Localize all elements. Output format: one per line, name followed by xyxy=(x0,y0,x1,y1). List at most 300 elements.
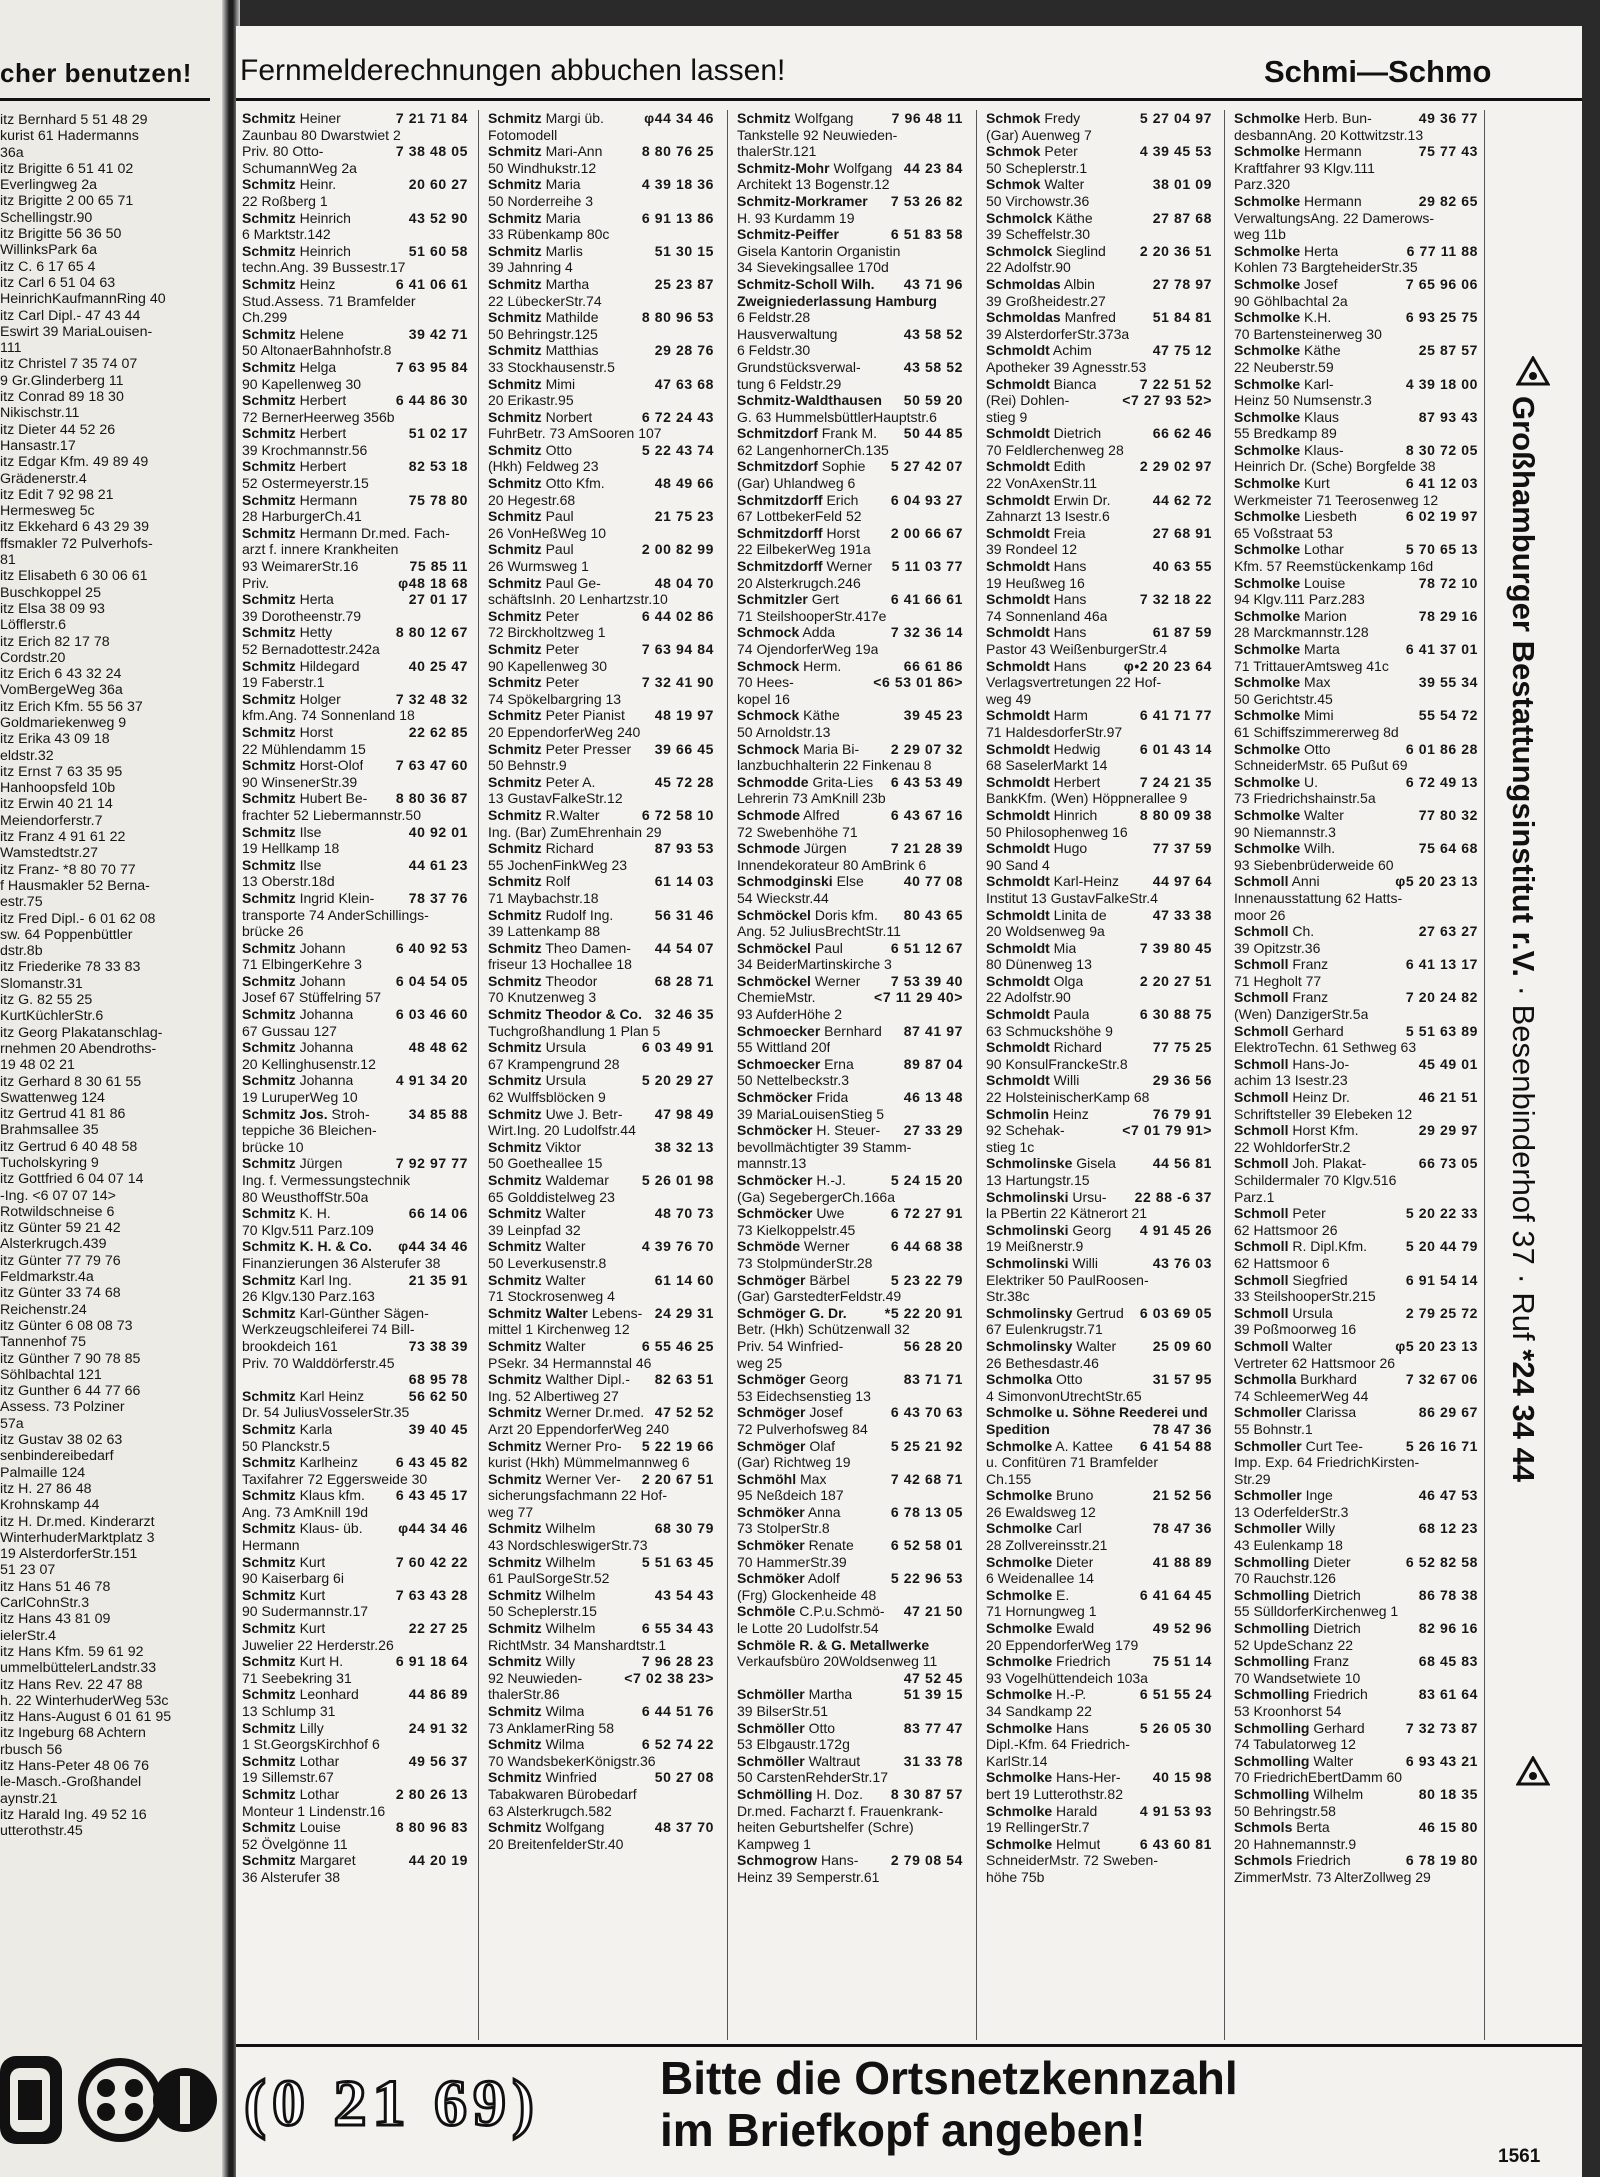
listing-line xyxy=(488,409,714,426)
listing-line xyxy=(488,226,714,243)
listing-text: 94 Klgv.111 Parz.283 xyxy=(1234,591,1365,608)
listing-text: Ing. (Bar) ZumEhrenhain 29 xyxy=(488,823,662,840)
listing-line xyxy=(1234,1238,1478,1255)
listing-text: Spedition xyxy=(986,1420,1050,1437)
listing-line xyxy=(737,1272,963,1289)
phone-number: 47 33 38 xyxy=(1152,906,1212,923)
listing-text: Schmitz Ingrid Klein- xyxy=(242,889,375,906)
listing-text: 70 Knutzenweg 3 xyxy=(488,989,597,1006)
listing-text: Schmitz Martha xyxy=(488,275,590,292)
listing-line xyxy=(986,1338,1212,1355)
previous-page-line: itz Hans-August 6 01 61 95 xyxy=(0,1709,172,1726)
listing-text: Schmitz Winfried xyxy=(488,1769,597,1786)
phone-number: 45 49 01 xyxy=(1418,1055,1478,1072)
listing-text: Innendekorateur 80 AmBrink 6 xyxy=(737,856,927,873)
listing-text: PSekr. 34 Hermannstal 46 xyxy=(488,1354,652,1371)
listing-text: Schmölling H. Doz. xyxy=(737,1785,864,1802)
previous-page-line: itz Georg Plakatanschlag- xyxy=(0,1024,163,1041)
listing-line xyxy=(1234,873,1478,890)
listing-line xyxy=(1234,624,1478,641)
phone-number: 68 30 79 xyxy=(654,1520,714,1537)
phone-number: 6 43 45 17 xyxy=(395,1487,468,1504)
listing-text: 90 Kapellenweg 30 xyxy=(488,657,608,674)
listing-text: Fotomodell xyxy=(488,126,558,143)
advertisement-text xyxy=(1488,396,1558,1836)
phone-number: 87 93 53 xyxy=(654,840,714,857)
listing-line xyxy=(986,1072,1212,1089)
listing-line xyxy=(737,458,963,475)
phone-number: 6 44 02 86 xyxy=(641,607,714,624)
listing-text: ElektroTechn. 61 Sethweg 63 xyxy=(1234,1039,1417,1056)
listing-line xyxy=(986,193,1212,210)
listing-text: Schmoll Franz xyxy=(1234,956,1329,973)
listing-line xyxy=(488,376,714,393)
phone-number: 44 20 19 xyxy=(408,1852,468,1869)
listing-line xyxy=(488,608,714,625)
listing-line xyxy=(242,425,468,442)
listing-text: Schmoldt Hedwig xyxy=(986,740,1101,757)
phone-number: 21 35 91 xyxy=(408,1271,468,1288)
listing-text: Ch.155 xyxy=(986,1470,1032,1487)
listing-text: Schmoldt Edith xyxy=(986,458,1086,475)
listing-text: le Lotte 20 Ludolfstr.54 xyxy=(737,1620,879,1637)
phone-number: 89 87 04 xyxy=(903,1055,963,1072)
listing-text: tung 6 Feldstr.29 xyxy=(737,375,842,392)
listing-line xyxy=(737,1454,963,1471)
listing-line xyxy=(986,1205,1212,1222)
previous-page-line: itz Brigitte 2 00 65 71 xyxy=(0,193,134,210)
phone-number: 4 39 76 70 xyxy=(641,1238,714,1255)
listing-text: bert 19 Lutterothstr.82 xyxy=(986,1785,1123,1802)
phone-number: 44 62 72 xyxy=(1152,491,1212,508)
listing-text: Schmitz Hetty xyxy=(242,624,333,641)
phone-number: 43 54 43 xyxy=(654,1586,714,1603)
previous-page-line: itz Günter 6 08 08 73 xyxy=(0,1317,133,1334)
phone-number: 25 09 60 xyxy=(1152,1337,1212,1354)
listing-text: brücke 10 xyxy=(242,1138,304,1155)
listing-line xyxy=(737,1803,963,1820)
listing-text: Schmitz Margaret xyxy=(242,1852,356,1869)
phone-number: 8 80 36 87 xyxy=(395,790,468,807)
listing-text: SchumannWeg 2a xyxy=(242,159,357,176)
listing-line xyxy=(737,1388,963,1405)
phone-number: 43 52 90 xyxy=(408,209,468,226)
previous-page-line: itz Hans Rev. 22 47 88 xyxy=(0,1676,143,1693)
listing-line xyxy=(242,907,468,924)
listing-line xyxy=(242,1189,468,1206)
listing-text: 13 Hartungstr.15 xyxy=(986,1172,1090,1188)
listing-text: Schmitz Herbert xyxy=(242,392,347,409)
listing-line xyxy=(242,458,468,475)
listing-text: Betr. (Hkh) Schützenwall 32 xyxy=(737,1321,910,1338)
listing-line xyxy=(488,1769,714,1786)
listing-line xyxy=(1234,1255,1478,1272)
listing-text: Schmöle C.P.u.Schmö- xyxy=(737,1603,885,1620)
phone-number: 47 75 12 xyxy=(1152,342,1212,359)
phone-number: 40 15 98 xyxy=(1152,1769,1212,1786)
phone-number: 27 78 97 xyxy=(1152,275,1212,292)
listing-text: 73 StolpmünderStr.28 xyxy=(737,1254,873,1271)
listing-text: 39 Jahnring 4 xyxy=(488,259,573,276)
phone-number: 25 87 57 xyxy=(1418,342,1478,359)
listing-text: 20 Alsterkrugch.246 xyxy=(737,574,861,591)
listing-text: sicherungsfachmann 22 Hof- xyxy=(488,1487,667,1504)
listing-line xyxy=(1234,127,1478,144)
phone-number: 44 97 64 xyxy=(1152,873,1212,890)
phone-number: 32 46 35 xyxy=(654,1006,714,1023)
listing-text: Priv. xyxy=(242,574,269,591)
phone-number: φ48 18 68 xyxy=(398,574,468,591)
previous-page-line: itz Günter 33 74 68 xyxy=(0,1285,121,1302)
listing-text: Schmitz Uwe J. Betr- xyxy=(488,1105,623,1122)
listing-text: Schmoldt Linita de xyxy=(986,906,1107,923)
listing-text: 73 Kielkoppelstr.45 xyxy=(737,1221,856,1238)
listing-text: Schmöckel Werner xyxy=(737,972,861,989)
listing-text: Schmitz Johann xyxy=(242,939,346,956)
listing-line xyxy=(986,774,1212,791)
phone-number: 7 65 96 06 xyxy=(1405,275,1478,292)
phone-number: 6 43 67 16 xyxy=(890,806,963,823)
listing-line xyxy=(1234,956,1478,973)
listing-line xyxy=(737,1288,963,1305)
listing-line xyxy=(488,558,714,575)
phone-number: 49 56 37 xyxy=(408,1752,468,1769)
phone-number: 47 52 52 xyxy=(654,1404,714,1421)
listing-text: Schmitz-Scholl Wilh. xyxy=(737,275,875,292)
listing-text: 13 Schlump 31 xyxy=(242,1703,336,1719)
listing-text: 53 Kroonhorst 54 xyxy=(1234,1703,1342,1719)
listing-text: Schmitz Theo Damen- xyxy=(488,939,631,956)
listing-line xyxy=(986,1272,1212,1289)
logo-icon xyxy=(0,2050,222,2150)
listing-text: 52 Bernadottestr.242a xyxy=(242,641,380,657)
listing-text: ZimmerMstr. 73 AlterZollweg 29 xyxy=(1234,1868,1431,1885)
listing-line xyxy=(242,276,468,293)
listing-text: Schmitzler Gert xyxy=(737,591,839,608)
previous-page-line: Eswirt 39 MariaLouisen- xyxy=(0,323,153,340)
listing-text: 26 Klgv.130 Parz.163 xyxy=(242,1288,375,1305)
phone-number: φ44 34 46 xyxy=(398,1520,468,1537)
previous-page-line: itz Günther 7 90 78 85 xyxy=(0,1350,141,1367)
listing-text: la PBertin 22 Kätnerort 21 xyxy=(986,1205,1148,1222)
phone-number: 27 63 27 xyxy=(1418,923,1478,940)
listing-line xyxy=(737,890,963,907)
listing-line xyxy=(488,1189,714,1206)
listing-line xyxy=(488,1072,714,1089)
listing-line xyxy=(242,707,468,724)
listing-text: 50 Behringstr.125 xyxy=(488,325,598,342)
listing-line xyxy=(1234,658,1478,675)
listing-line xyxy=(1234,1603,1478,1620)
phone-number: 49 52 96 xyxy=(1152,1620,1212,1637)
listing-text: heiten Geburtshelfer (Schre) xyxy=(737,1819,914,1836)
listing-line xyxy=(242,1371,468,1388)
listing-text: Schmitz Herbert xyxy=(242,458,347,475)
listing-line xyxy=(242,807,468,824)
listing-line xyxy=(488,458,714,475)
phone-number: 2 00 82 99 xyxy=(641,541,714,558)
listing-text: 50 Behnstr.9 xyxy=(488,757,567,774)
listing-text: Schmoldt Herbert xyxy=(986,773,1101,790)
listing-line xyxy=(737,641,963,658)
listing-line xyxy=(986,658,1212,675)
phone-number: 6 43 53 49 xyxy=(890,773,963,790)
previous-page-line: rbusch 56 xyxy=(0,1741,63,1758)
page-header-range: Schmi—Schmo xyxy=(1264,54,1492,89)
listing-text: 1 St.GeorgsKirchhof 6 xyxy=(242,1736,380,1753)
listing-line xyxy=(242,1570,468,1587)
listing-line xyxy=(986,1670,1212,1687)
listing-text: Schmoldt Dietrich xyxy=(986,425,1102,442)
listing-text: Schmitz Paul xyxy=(488,508,574,525)
previous-page-line: itz Carl 6 51 04 63 xyxy=(0,274,116,291)
footer-notice-line-1: Bitte die Ortsnetzkennzahl xyxy=(660,2052,1238,2104)
listing-column-2 xyxy=(488,110,714,1852)
listing-line xyxy=(1234,989,1478,1006)
listing-text: 74 Sonnenland 46a xyxy=(986,607,1108,624)
listing-text: Tuchgroßhandlung 1 Plan 5 xyxy=(488,1022,661,1039)
listing-text: Schmolke Herb. Bun- xyxy=(1234,110,1372,126)
listing-text: Schmitz Ilse xyxy=(242,823,322,840)
listing-text: Schmoecker Erna xyxy=(737,1055,854,1072)
listing-line xyxy=(242,541,468,558)
listing-text: 26 Wurmsweg 1 xyxy=(488,558,589,575)
phone-number: φ•2 20 23 64 xyxy=(1123,657,1212,674)
listing-line xyxy=(1234,1288,1478,1305)
listing-line xyxy=(737,376,963,393)
listing-line xyxy=(1234,1587,1478,1604)
phone-number: 7 20 24 82 xyxy=(1405,989,1478,1006)
phone-number: 7 21 28 39 xyxy=(890,840,963,857)
listing-line xyxy=(986,1803,1212,1820)
listing-line xyxy=(1234,923,1478,940)
listing-text: Schmitz Johanna xyxy=(242,1039,354,1056)
listing-text: Werkzeugschleiferei 74 Bill- xyxy=(242,1321,415,1338)
listing-text: achim 13 Isestr.23 xyxy=(1234,1072,1348,1089)
phone-number: 7 63 94 84 xyxy=(641,641,714,657)
listing-line xyxy=(1234,1537,1478,1554)
listing-text: Schmolck Käthe xyxy=(986,209,1093,226)
phone-number: 7 32 48 32 xyxy=(395,690,468,707)
phone-number: 6 72 27 91 xyxy=(890,1205,963,1222)
listing-line xyxy=(1234,359,1478,376)
listing-text: Schmöger Olaf xyxy=(737,1437,836,1454)
listing-line xyxy=(737,1122,963,1139)
listing-text: Schmoldt Richard xyxy=(986,1039,1102,1056)
listing-line xyxy=(986,1620,1212,1637)
listing-text: Schmöller Waltraut xyxy=(737,1752,861,1769)
listing-text: 33 Stockhausenstr.5 xyxy=(488,358,615,375)
phone-number: 48 70 73 xyxy=(654,1205,714,1222)
listing-text: 39 MariaLouisenStieg 5 xyxy=(737,1105,885,1122)
listing-line xyxy=(986,176,1212,193)
phone-number: *5 22 20 91 xyxy=(884,1304,963,1321)
listing-line xyxy=(242,1272,468,1289)
listing-text: 61 Schiffszimmererweg 8d xyxy=(1234,723,1399,740)
listing-text: Schmöcker Frida xyxy=(737,1089,849,1106)
listing-line xyxy=(986,1603,1212,1620)
previous-page-line: itz Franz- *8 80 70 77 xyxy=(0,861,136,878)
footer-rule xyxy=(236,2044,1582,2047)
listing-line xyxy=(488,1819,714,1836)
phone-number: 39 55 34 xyxy=(1418,674,1478,691)
listing-line xyxy=(1234,1172,1478,1189)
phone-number: 6 41 64 45 xyxy=(1139,1586,1212,1603)
phone-number: 2 79 08 54 xyxy=(890,1852,963,1869)
listing-text: Schmitz-Morkramer xyxy=(737,192,868,209)
previous-page-line: HeinrichKaufmannRing 40 xyxy=(0,291,166,308)
phone-number: 7 42 68 71 xyxy=(890,1470,963,1487)
listing-text: (Wen) DanzigerStr.5a xyxy=(1234,1006,1369,1023)
phone-number: 46 47 53 xyxy=(1418,1487,1478,1504)
listing-text: 71 TrittauerAmtsweg 41c xyxy=(1234,657,1389,674)
listing-line xyxy=(986,1189,1212,1206)
phone-number: 6 43 60 81 xyxy=(1139,1835,1212,1852)
listing-line xyxy=(1234,1438,1478,1455)
previous-page-line: itz Carl Dipl.- 47 43 44 xyxy=(0,307,141,324)
listing-line xyxy=(242,1288,468,1305)
listing-line xyxy=(488,1670,714,1687)
listing-text: 55 JochenFinkWeg 23 xyxy=(488,856,628,873)
listing-line xyxy=(488,492,714,509)
listing-text: 50 Planckstr.5 xyxy=(242,1437,330,1454)
listing-text: 34 Sievekingsallee 170d xyxy=(737,259,889,276)
previous-page-line: utterothstr.45 xyxy=(0,1823,83,1840)
previous-page-line: le-Masch.-Großhandel xyxy=(0,1774,142,1791)
listing-line xyxy=(242,127,468,144)
listing-text: Schmitz Viktor xyxy=(488,1138,582,1155)
listing-line xyxy=(242,1620,468,1637)
listing-line xyxy=(488,1355,714,1372)
listing-line xyxy=(242,1238,468,1255)
listing-text: 39 Krochmannstr.56 xyxy=(242,441,368,458)
listing-line xyxy=(242,1736,468,1753)
listing-line xyxy=(737,1670,963,1687)
listing-text: 73 StolperStr.8 xyxy=(737,1520,830,1537)
listing-line xyxy=(242,1769,468,1786)
listing-line xyxy=(986,342,1212,359)
phone-number: 7 32 67 06 xyxy=(1405,1371,1478,1388)
listing-text: Schmitz Heinz xyxy=(242,275,336,292)
listing-text: Schmitz Margi üb. xyxy=(488,110,604,126)
listing-text: Schmöhl Max xyxy=(737,1470,827,1487)
phone-number: 5 22 96 53 xyxy=(890,1570,963,1587)
listing-text: Imp. Exp. 64 FriedrichKirsten- xyxy=(1234,1454,1420,1471)
listing-line xyxy=(1234,1222,1478,1239)
listing-line xyxy=(737,1139,963,1156)
previous-page-line: Reichenstr.24 xyxy=(0,1301,87,1318)
listing-text: 26 Ewaldsweg 12 xyxy=(986,1503,1096,1520)
phone-number: 7 38 48 05 xyxy=(395,143,468,160)
listing-line xyxy=(242,359,468,376)
listing-line xyxy=(488,1089,714,1106)
listing-line xyxy=(488,525,714,542)
listing-text: Schmitz Marlis xyxy=(488,242,583,259)
listing-text: 28 Zollvereinsstr.21 xyxy=(986,1537,1108,1554)
listing-line xyxy=(1234,674,1478,691)
listing-text: Schmoldt Erwin Dr. xyxy=(986,491,1111,508)
listing-text: Schmitz Peter xyxy=(488,607,580,624)
listing-line xyxy=(1234,1205,1478,1222)
listing-text: Schmitz Otto Kfm. xyxy=(488,475,605,492)
listing-text: moor 26 xyxy=(1234,906,1286,923)
listing-text: Schmolke K.H. xyxy=(1234,309,1332,326)
listing-text: Schmolke Bruno xyxy=(986,1487,1094,1504)
previous-page-line: WinterhuderMarktplatz 3 xyxy=(0,1529,155,1546)
listing-text: 90 Göhlbachtal 2a xyxy=(1234,292,1348,309)
listing-text: 70 Klgv.511 Parz.109 xyxy=(242,1221,374,1238)
phone-number: 4 91 45 26 xyxy=(1139,1221,1212,1238)
listing-line xyxy=(986,1471,1212,1488)
listing-text: Werkmeister 71 Teerosenweg 12 xyxy=(1234,491,1439,508)
phone-number: φ44 34 46 xyxy=(398,1238,468,1255)
listing-line xyxy=(1234,774,1478,791)
listing-line xyxy=(737,940,963,957)
listing-text: Finanzierungen 36 Alsterufer 38 xyxy=(242,1254,441,1271)
listing-line xyxy=(1234,575,1478,592)
listing-line xyxy=(242,210,468,227)
listing-text: Schmolke Josef xyxy=(1234,275,1338,292)
header-rule xyxy=(236,98,1582,101)
listing-line xyxy=(986,359,1212,376)
phone-number: 6 52 58 01 xyxy=(890,1537,963,1554)
listing-line xyxy=(488,857,714,874)
phone-number: 7 21 71 84 xyxy=(395,110,468,126)
phone-number: 39 42 71 xyxy=(408,325,468,342)
listing-line xyxy=(986,309,1212,326)
listing-text: Schmolke Klaus- xyxy=(1234,441,1344,458)
listing-text: Dr. 54 JuliusVosselerStr.35 xyxy=(242,1404,410,1421)
listing-line xyxy=(737,409,963,426)
phone-number: 27 68 91 xyxy=(1152,524,1212,541)
phone-number: 48 48 62 xyxy=(408,1039,468,1056)
listing-line xyxy=(242,857,468,874)
phone-number: φ5 20 23 13 xyxy=(1395,873,1478,890)
listing-text: Schmolling Dietrich xyxy=(1234,1586,1361,1603)
listing-line xyxy=(986,226,1212,243)
listing-line xyxy=(488,326,714,343)
previous-page-line: itz Elsa 38 09 93 xyxy=(0,600,105,617)
previous-page-line: Slomanstr.31 xyxy=(0,975,83,992)
listing-line xyxy=(242,890,468,907)
previous-page-line: itz Gunther 6 44 77 66 xyxy=(0,1383,141,1400)
listing-text: SchneiderMstr. 72 Sweben- xyxy=(986,1852,1158,1869)
listing-text: Schmolke Marion xyxy=(1234,607,1347,624)
listing-text: 39 Poßmoorweg 16 xyxy=(1234,1321,1357,1338)
phone-number: 5 20 29 27 xyxy=(641,1072,714,1089)
listing-line xyxy=(737,226,963,243)
listing-text: brücke 26 xyxy=(242,923,304,940)
listing-text: 92 Neuwieden- xyxy=(488,1669,583,1686)
listing-line xyxy=(488,392,714,409)
listing-line xyxy=(242,1471,468,1488)
listing-text: 39 Lattenkamp 88 xyxy=(488,923,601,940)
phone-number: 47 52 45 xyxy=(903,1669,963,1686)
listing-text: Schmitz Klaus kfm. xyxy=(242,1487,365,1504)
phone-number: 75 51 14 xyxy=(1152,1653,1212,1670)
listing-text: desbannAng. 20 Kottwitzstr.13 xyxy=(1234,126,1424,143)
listing-line xyxy=(986,1006,1212,1023)
listing-line xyxy=(242,575,468,592)
listing-line xyxy=(737,790,963,807)
phone-number: 6 93 43 21 xyxy=(1405,1752,1478,1769)
listing-line xyxy=(737,558,963,575)
listing-line xyxy=(488,956,714,973)
listing-text: Schmöker Renate xyxy=(737,1537,854,1554)
previous-page-line: estr.75 xyxy=(0,894,43,911)
listing-text: 50 Nettelbeckstr.3 xyxy=(737,1072,850,1089)
listing-line xyxy=(242,724,468,741)
